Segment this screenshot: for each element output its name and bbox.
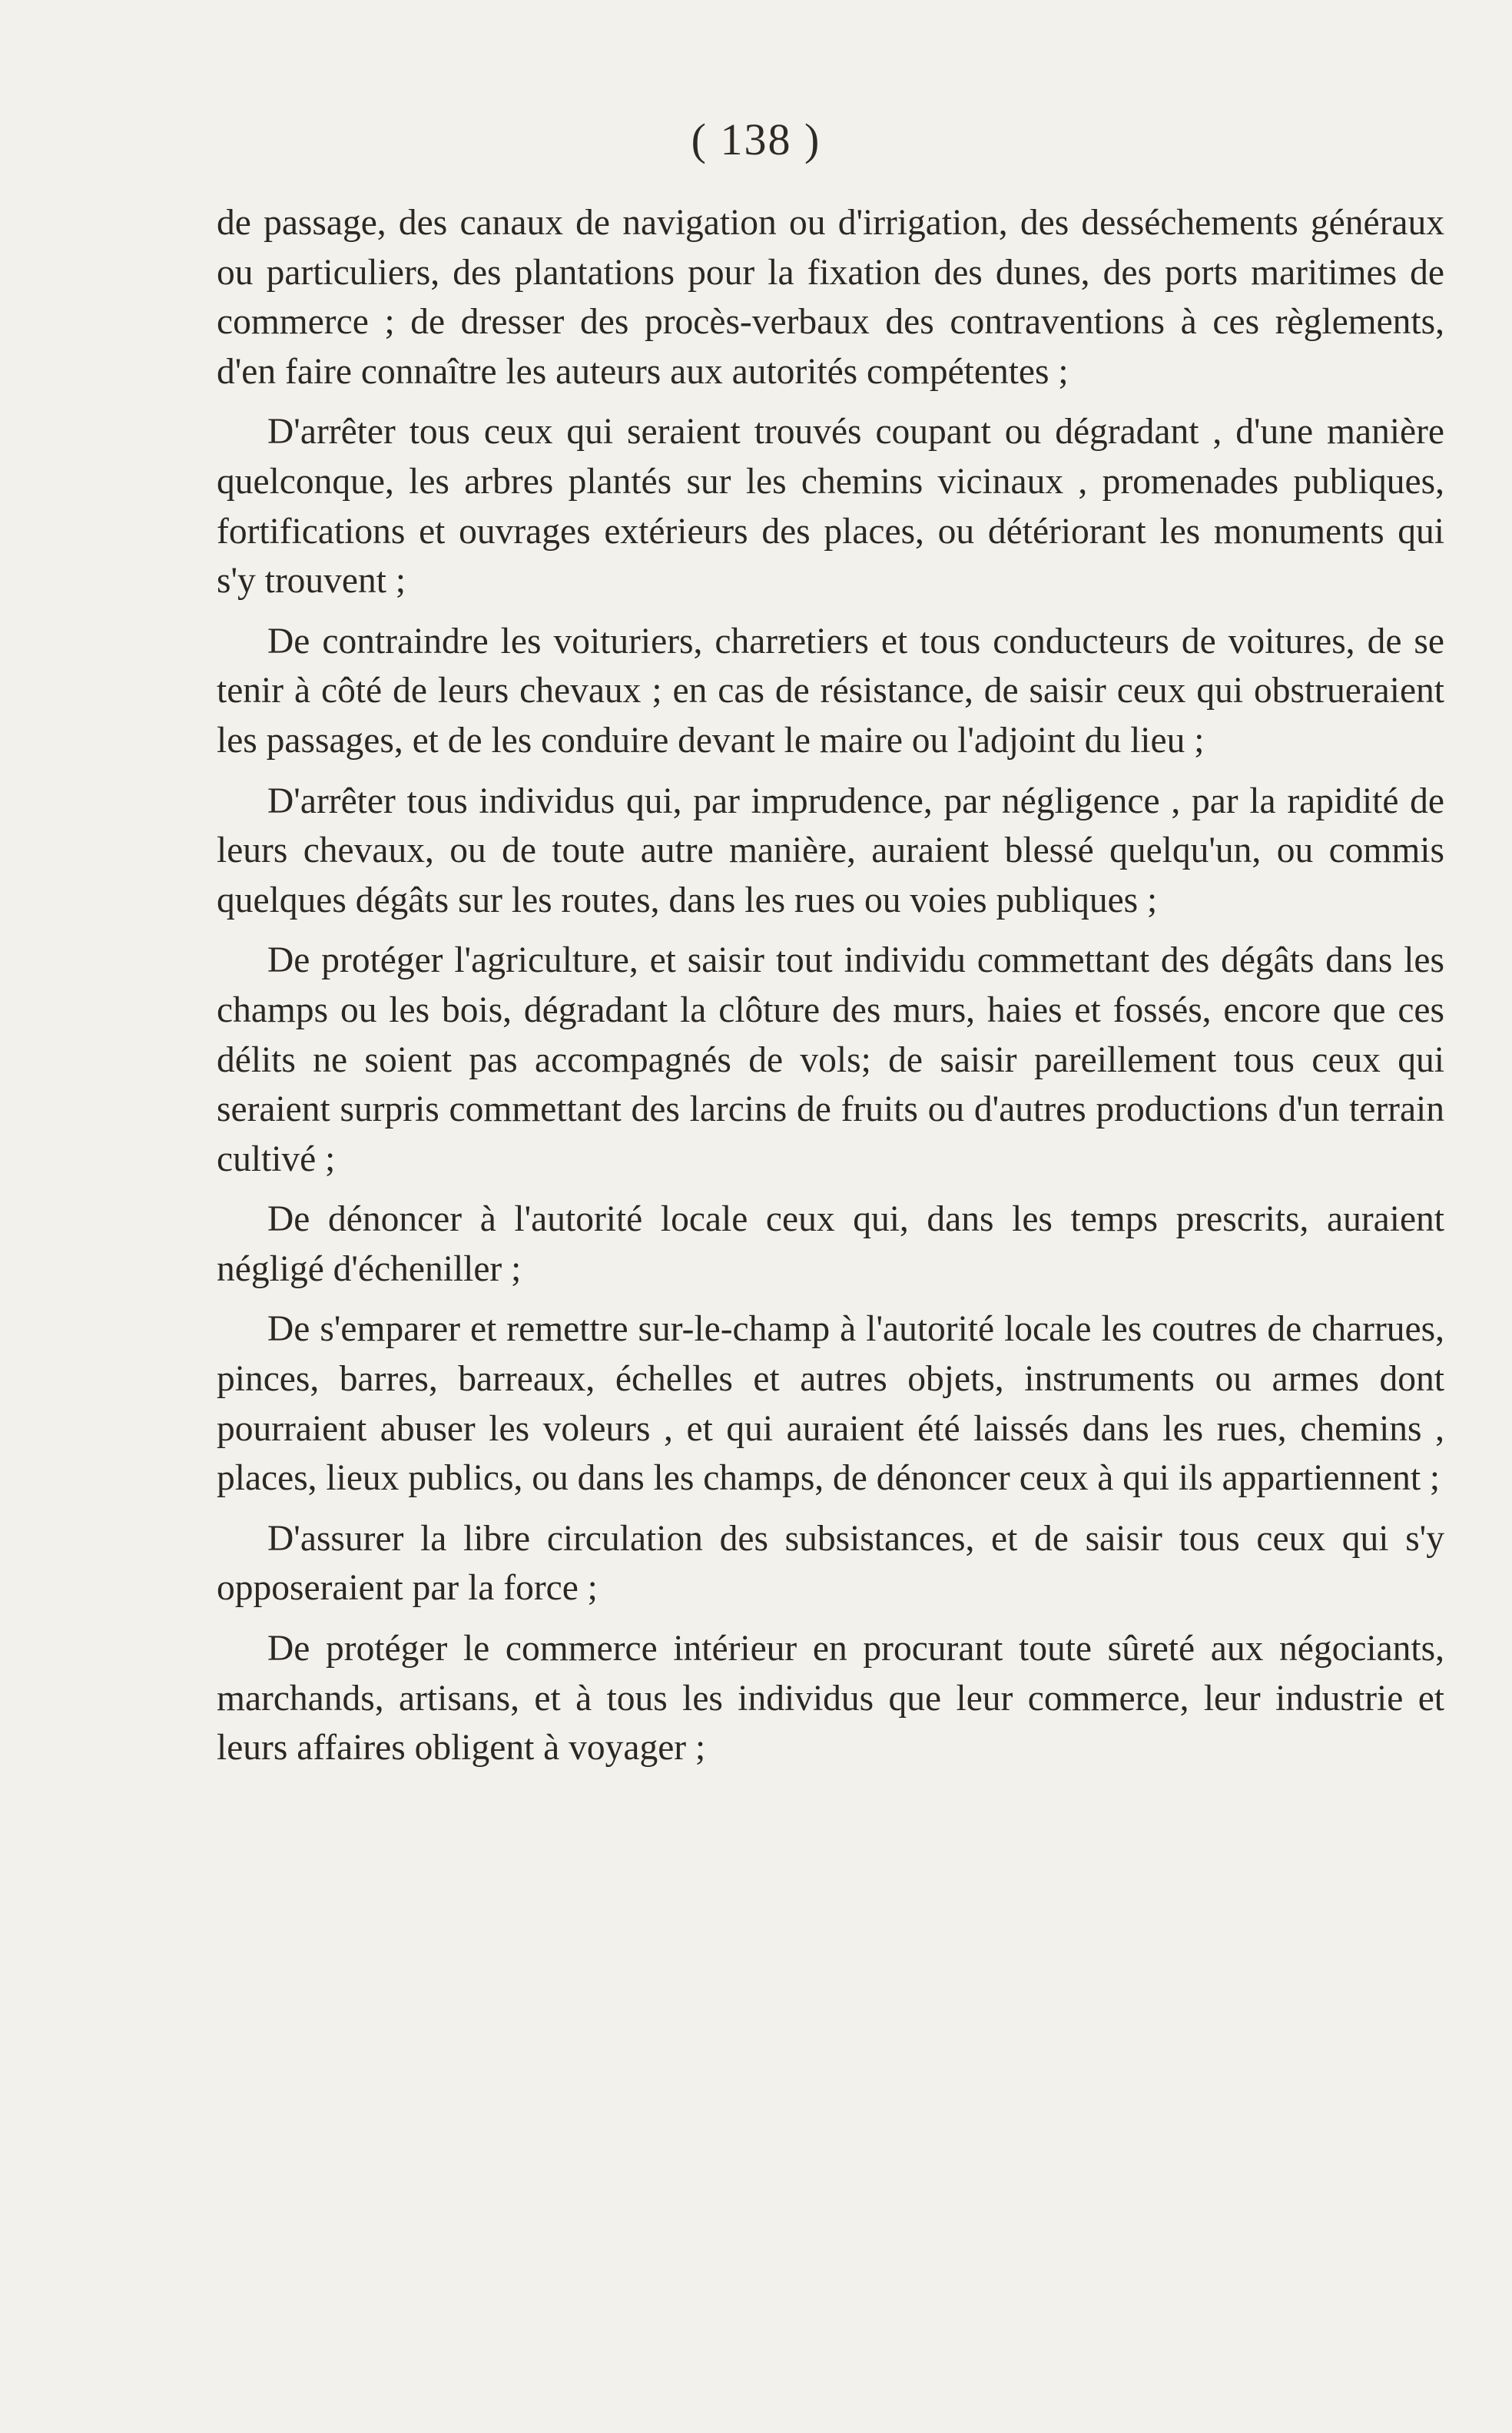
paragraph: D'arrêter tous ceux qui seraient trouvés coupant ou dégradant , d'une manière quelconque, les arbres plantés sur les chemins vicinaux , promenades publiques, fortifications et ouvrages extérieurs des places, ou détériorant les monuments qui s'y trouvent ; — [217, 412, 1444, 602]
body-text — [217, 198, 1444, 1784]
paragraph: D'assurer la libre circulation des subsistances, et de saisir tous ceux qui s'y opposeraient par la force ; — [217, 1518, 1444, 1609]
paragraph: De protéger l'agriculture, et saisir tout individu commettant des dégâts dans les champs ou les bois, dégradant la clôture des murs, haies et fossés, encore que ces délits ne soient pas accompagnés de vols; de saisir pareillement tous ceux qui seraient surpris commettant des larcins de fruits ou d'autres productions d'un terrain cultivé ; — [217, 940, 1444, 1179]
paragraph: De contraindre les voituriers, charretiers et tous conducteurs de voitures, de se tenir à côté de leurs chevaux ; en cas de résistance, de saisir ceux qui obstrueraient les passages, et de les conduire devant le maire ou l'adjoint du lieu ; — [217, 621, 1444, 761]
paragraph: de passage, des canaux de navigation ou d'irrigation, des desséchements généraux ou particuliers, des plantations pour la fixation des dunes, des ports maritimes de commerce ; de dresser des procès-verbaux des contraventions à ces règlements, d'en faire connaître les auteurs aux autorités compétentes ; — [217, 203, 1444, 392]
paragraph: De dénoncer à l'autorité locale ceux qui, dans les temps prescrits, auraient négligé d'écheniller ; — [217, 1199, 1444, 1289]
page-number: ( 138 ) — [691, 114, 821, 164]
paragraph: De protéger le commerce intérieur en procurant toute sûreté aux négociants, marchands, artisans, et à tous les individus que leur commerce, leur industrie et leurs affaires obligent à voyager ; — [217, 1629, 1444, 1768]
paragraph: De s'emparer et remettre sur-le-champ à l'autorité locale les coutres de charrues, pinces, barres, barreaux, échelles et autres objets, instruments ou armes dont pourraient abuser les voleurs , et qui auraient été laissés dans les rues, chemins , places, lieux publics, ou dans les champs, de dénoncer ceux à qui ils appartiennent ; — [217, 1309, 1444, 1499]
paragraph: D'arrêter tous individus qui, par imprudence, par négligence , par la rapidité de leurs chevaux, ou de toute autre manière, auraient blessé quelqu'un, ou commis quelques dégâts sur les routes, dans les rues ou voies publiques ; — [217, 781, 1444, 920]
